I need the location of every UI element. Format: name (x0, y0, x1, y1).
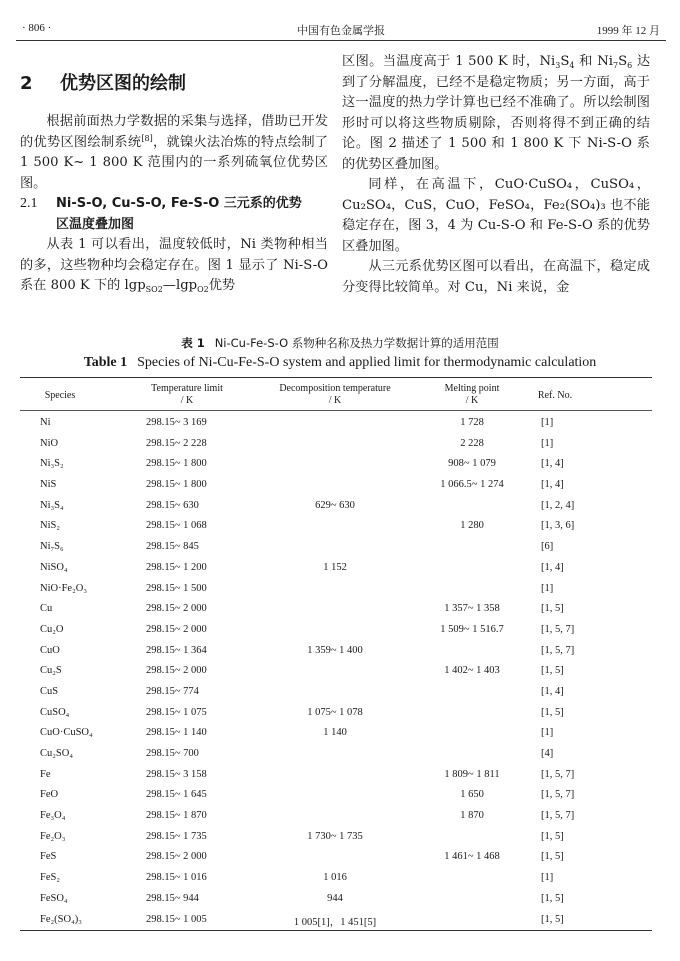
temp-limit-cell: 298.15~ 1 016 (146, 872, 207, 884)
table-row (20, 641, 652, 662)
table-row (20, 516, 652, 537)
temp-limit-cell: 298.15~ 700 (146, 748, 199, 759)
species-cell: Ni₃S₄ (40, 499, 64, 511)
paragraph-text: 从表 1 可以看出，温度较低时，Ni 类物种相当的多，这些物种均会稳定存在。图 1 显示了 Ni-S-O 系在 800 K 下的 lgp (20, 237, 328, 293)
ref-cell: [1, 4] (541, 685, 564, 697)
species-cell: Cu₂SO₄ (40, 748, 73, 759)
paragraph-text: 优势 (208, 278, 236, 293)
species-cell: FeS (40, 851, 57, 863)
species-cell: FeSO₄ (40, 892, 68, 904)
species-cell: Ni₃S₂ (40, 458, 64, 470)
decomposition-cell: 629~ 630 (315, 499, 355, 511)
table-row (20, 579, 652, 600)
section-heading (20, 72, 328, 96)
species-cell: NiS (40, 479, 57, 491)
journal-name: 中国有色金属学报 (297, 25, 385, 37)
table-caption-en (0, 355, 680, 371)
table-row (20, 703, 652, 724)
melting-point-cell: 1 809~ 1 811 (444, 768, 500, 780)
species-cell: CuO·CuSO₄ (40, 727, 93, 739)
table-label-cn: 表 1 (181, 336, 205, 350)
temp-limit-cell: 298.15~ 1 140 (146, 727, 207, 739)
header-unit: / K (328, 395, 342, 406)
table-row (20, 413, 652, 434)
table-row (20, 620, 652, 641)
table-caption-text-en: Species of Ni-Cu-Fe-S-O system and applied limit for thermodynamic calculation (137, 355, 597, 370)
decomposition-cell: 944 (327, 892, 343, 904)
paragraph-text: S (560, 54, 570, 69)
melting-point-cell: 1 728 (460, 417, 484, 428)
ref-cell: [4] (541, 748, 554, 759)
citation: [8] (141, 133, 153, 143)
header-ref: Ref. No. (537, 390, 573, 401)
temp-limit-cell: 298.15~ 1 870 (146, 810, 207, 822)
temp-limit-cell: 298.15~ 1 735 (146, 830, 207, 842)
table-row (20, 744, 652, 765)
ref-cell: [1] (541, 582, 554, 594)
temp-limit-cell: 298.15~ 1 800 (146, 479, 207, 491)
paragraph-text: 和 Ni (574, 54, 613, 69)
table-row (20, 806, 652, 827)
ref-cell: [1, 5] (541, 830, 564, 842)
temp-limit-cell: 298.15~ 1 800 (146, 458, 207, 470)
paragraph-text: —lgp (162, 278, 198, 293)
temp-limit-cell: 298.15~ 1 068 (146, 520, 207, 532)
issue-date: 1999 年 12 月 (596, 25, 660, 37)
table-row (20, 434, 652, 455)
species-cell: Fe (40, 768, 51, 780)
paragraph (20, 235, 328, 297)
header-decomposition (265, 383, 405, 407)
header-unit: / K (465, 395, 479, 406)
ref-cell: [1, 5] (541, 851, 564, 863)
species-cell: NiSO₄ (40, 561, 68, 573)
temp-limit-cell: 298.15~ 774 (146, 685, 199, 697)
species-cell: Cu₂S (40, 665, 62, 677)
temp-limit-cell: 298.15~ 1 200 (146, 561, 207, 573)
ref-cell: [6] (541, 541, 554, 553)
species-cell: NiO (40, 437, 59, 449)
header-text: Melting point (444, 383, 500, 394)
temp-limit-cell: 298.15~ 845 (146, 541, 199, 553)
paragraph: 从三元系优势区图可以看出，在高温下，稳定成分变得比较简单。对 Cu，Ni 来说，金 (342, 259, 650, 295)
ref-cell: [1, 5, 7] (541, 623, 575, 635)
decomposition-cell: 1 016 (323, 872, 347, 884)
melting-point-cell: 1 280 (460, 520, 484, 532)
table-row (20, 558, 652, 579)
subscript: 4 (569, 61, 575, 70)
temp-limit-cell: 298.15~ 2 000 (146, 603, 207, 615)
section-number: 2 (20, 73, 33, 94)
ref-cell: [1] (541, 727, 554, 739)
header-text: Temperature limit (151, 383, 223, 394)
table-row (20, 599, 652, 620)
table-body (20, 413, 652, 930)
paragraph: 同样，在高温下，CuO·CuSO₄，CuSO₄，Cu₂SO₄，CuS，CuO，FeSO₄，Fe₂(SO₄)₃ 也不能稳定存在，图 3，4 为 Cu-S-O 和 Fe-S-O 系的优势区叠加图。 (342, 177, 650, 254)
melting-point-cell: 908~ 1 079 (448, 458, 496, 470)
table-row (20, 827, 652, 848)
ref-cell: [1, 2, 4] (541, 499, 575, 511)
table-row (20, 454, 652, 475)
temp-limit-cell: 298.15~ 1 005 (146, 913, 207, 925)
paragraph-text: ，就镍火法冶炼的特点绘制了 1 500 K~ 1 800 K 范围内的一系列硫氧位优势区图。 (20, 134, 328, 191)
temp-limit-cell: 298.15~ 944 (146, 892, 199, 904)
species-cell: Fe₂(SO₄)₃ (40, 913, 82, 925)
subsection-title-cont: 区温度叠加图 (56, 216, 135, 232)
table-row (20, 537, 652, 558)
header-unit: / K (180, 395, 194, 406)
melting-point-cell: 1 066.5~ 1 274 (440, 479, 504, 491)
temp-limit-cell: 298.15~ 1 364 (146, 644, 207, 656)
temp-limit-cell: 298.15~ 2 000 (146, 851, 207, 863)
subscript: SO2 (145, 285, 163, 294)
melting-point-cell: 1 650 (460, 789, 484, 801)
ref-cell: [1, 5] (541, 665, 564, 677)
paragraph-text: 区图。当温度高于 1 500 K 时，Ni (342, 54, 556, 69)
ref-cell: [1, 4] (541, 458, 564, 470)
right-column (342, 52, 650, 298)
subscript: 6 (627, 61, 633, 70)
subsection-title: Ni-S-O, Cu-S-O, Fe-S-O 三元系的优势 (56, 196, 302, 211)
melting-point-cell: 1 870 (460, 810, 484, 822)
species-cell: Ni (40, 417, 51, 428)
decomposition-cell: 1 140 (323, 727, 347, 739)
ref-cell: [1] (541, 437, 554, 449)
decomposition-cell: 1 730~ 1 735 (307, 830, 363, 842)
species-cell: FeS₂ (40, 872, 61, 884)
table-row (20, 847, 652, 868)
subsection-heading (20, 194, 328, 235)
decomposition-cell: 1 359~ 1 400 (307, 644, 363, 656)
subscript: 3 (555, 61, 561, 70)
temp-limit-cell: 298.15~ 1 645 (146, 789, 207, 801)
species-cell: CuSO₄ (40, 706, 70, 718)
table-row (20, 765, 652, 786)
ref-cell: [1, 5, 7] (541, 789, 575, 801)
paragraph (342, 52, 650, 175)
paragraph-text: 达到了分解温度，已经不是稳定物质；另一方面，高于这一温度的热力学计算也已经不准确了。所以绘制图形时可以将这些物质剔除，否则将得不到正确的结论。图 2 描述了 1 500 和 1 800 K 下 Ni-S-O 系的优势区叠加图。 (342, 54, 651, 172)
table-header (20, 378, 652, 411)
melting-point-cell: 1 357~ 1 358 (444, 603, 500, 615)
species-cell: Cu (40, 603, 53, 615)
melting-point-cell: 1 461~ 1 468 (444, 851, 500, 863)
species-cell: Fe₂O₃ (40, 830, 66, 842)
decomposition-cell: 1 005[1]，1 451[5] (293, 916, 377, 928)
species-cell: NiO·Fe₂O₃ (40, 582, 87, 594)
subscript: 7 (613, 61, 619, 70)
table-caption-text-cn: Ni-Cu-Fe-S-O 系物种名称及热力学数据计算的适用范围 (214, 336, 499, 350)
page-number: · 806 · (22, 22, 52, 34)
ref-cell: [1, 5] (541, 913, 564, 925)
ref-cell: [1] (541, 417, 554, 428)
ref-cell: [1, 5] (541, 706, 564, 718)
temp-limit-cell: 298.15~ 1 075 (146, 706, 207, 718)
species-cell: Fe₃O₄ (40, 810, 66, 822)
species-table (20, 377, 652, 931)
table-row (20, 475, 652, 496)
header-temp-limit (142, 383, 232, 407)
species-cell: FeO (40, 789, 59, 801)
melting-point-cell: 1 402~ 1 403 (444, 665, 500, 677)
temp-limit-cell: 298.15~ 2 228 (146, 437, 207, 449)
paragraph-text: 根据前面热力学数据的采集与选择，借助已开发的优势区图绘制系统 (20, 114, 328, 150)
ref-cell: [1, 5, 7] (541, 810, 575, 822)
header-text: Decomposition temperature (279, 383, 391, 394)
header-species: Species (44, 390, 76, 401)
species-cell: CuO (40, 644, 60, 656)
ref-cell: [1, 3, 6] (541, 520, 575, 532)
table-row (20, 785, 652, 806)
running-header (16, 18, 666, 41)
decomposition-cell: 1 075~ 1 078 (307, 706, 363, 718)
species-cell: Cu₂O (40, 623, 64, 635)
species-cell: Ni₇S₆ (40, 541, 64, 553)
table-row (20, 910, 652, 931)
ref-cell: [1, 5, 7] (541, 768, 575, 780)
ref-cell: [1, 5] (541, 892, 564, 904)
subsection-number: 2.1 (20, 196, 38, 211)
ref-cell: [1, 4] (541, 561, 564, 573)
temp-limit-cell: 298.15~ 630 (146, 499, 199, 511)
ref-cell: [1] (541, 872, 554, 884)
melting-point-cell: 2 228 (460, 437, 484, 449)
temp-limit-cell: 298.15~ 2 000 (146, 665, 207, 677)
table-label-en: Table 1 (83, 355, 128, 370)
table-row (20, 682, 652, 703)
species-cell: CuS (40, 685, 59, 697)
melting-point-cell: 1 509~ 1 516.7 (440, 623, 504, 635)
subscript: O2 (197, 285, 209, 294)
species-cell: NiS₂ (40, 520, 61, 532)
temp-limit-cell: 298.15~ 3 158 (146, 768, 207, 780)
section-title: 优势区图的绘制 (60, 73, 186, 94)
table-row (20, 723, 652, 744)
temp-limit-cell: 298.15~ 3 169 (146, 417, 207, 428)
temp-limit-cell: 298.15~ 2 000 (146, 623, 207, 635)
paragraph-text: S (618, 54, 628, 69)
paragraph (20, 112, 328, 194)
ref-cell: [1, 5] (541, 603, 564, 615)
header-melting (410, 383, 534, 407)
table-row (20, 889, 652, 910)
ref-cell: [1, 4] (541, 479, 564, 491)
left-column (20, 52, 328, 297)
ref-cell: [1, 5, 7] (541, 644, 575, 656)
table-row (20, 868, 652, 889)
temp-limit-cell: 298.15~ 1 500 (146, 582, 207, 594)
table-caption-cn (0, 335, 680, 351)
decomposition-cell: 1 152 (323, 561, 347, 573)
table-row (20, 496, 652, 517)
table-row (20, 661, 652, 682)
